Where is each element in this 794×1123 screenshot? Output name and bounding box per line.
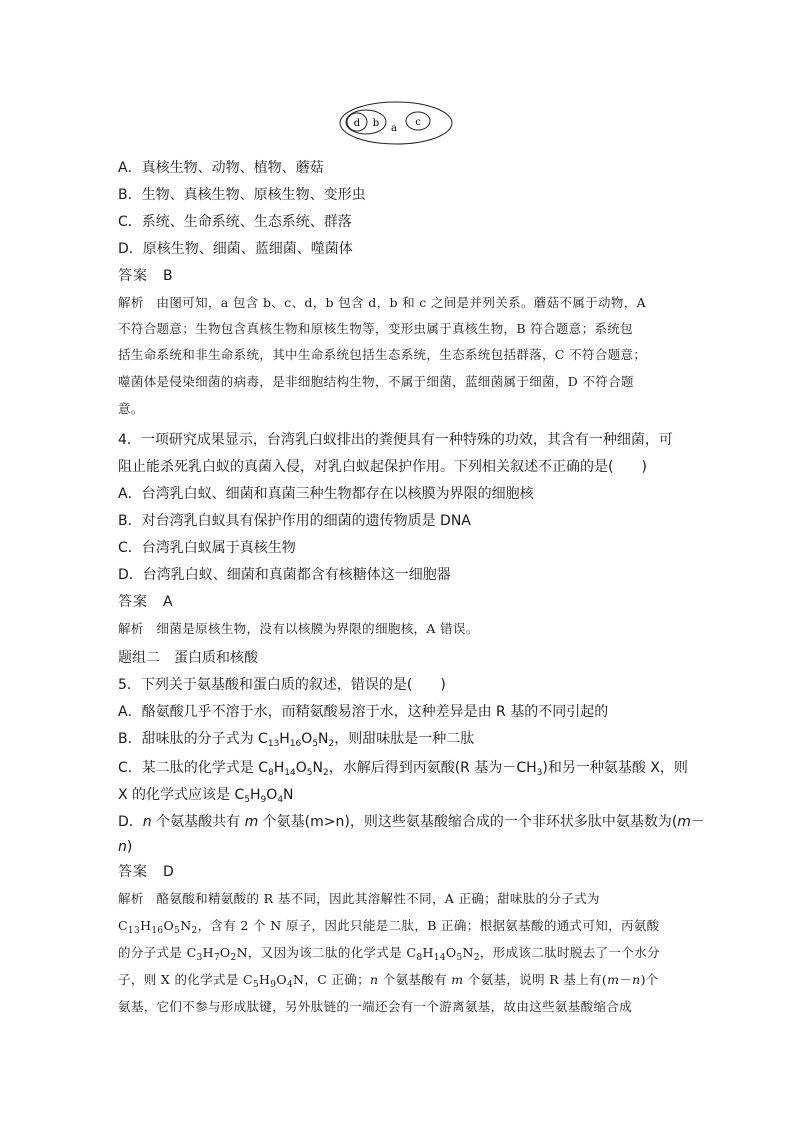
q5-stem: 5．下列关于氨基酸和蛋白质的叙述，错误的是( ) — [118, 677, 446, 693]
q5-explanation-line: 的分子式是 $C_3H_7O_2N$，又因为该二肽的化学式是 $C_8H_{14}O_5N_2$，形成该二肽时脱去了一个水分 — [118, 945, 660, 963]
q5-explanation-line: 氨基，它们不参与形成肽键，另外肽链的一端还会有一个游离氨基，故由这些氨基酸缩合成 — [118, 999, 633, 1014]
q4-stem-line1: 4．一项研究成果显示，台湾乳白蚁排出的粪便具有一种特殊的功效，其含有一种细菌，可 — [118, 432, 673, 448]
q5-option-b: B．甜味肽的分子式为 $C_{13}H_{16}O_5N_2$，则甜味肽是一种二肽 — [118, 731, 475, 749]
label-b: b — [372, 118, 380, 129]
q5-explanation-line: 子，则 X 的化学式是 $C_5H_9O_4N$，C 正确；n 个氨基酸有 m 个氨基，说明 R 基上有(m－n)个 — [118, 972, 659, 990]
q3-answer: 答案 B — [118, 268, 174, 284]
q4-explanation: 解析 细菌是原核生物，没有以核膜为界限的细胞核，A 错误。 — [118, 621, 479, 636]
q5-answer: 答案 D — [118, 864, 175, 880]
q4-answer: 答案 A — [118, 594, 174, 610]
q4-option-d: D．台湾乳白蚁、细菌和真菌都含有核糖体这一细胞器 — [118, 567, 451, 583]
q3-option-a: A．真核生物、动物、植物、蘑菇 — [118, 160, 324, 176]
q3-option-c: C．系统、生命系统、生态系统、群落 — [118, 214, 352, 230]
label-d: d — [353, 118, 361, 129]
label-c: c — [415, 117, 421, 128]
q5-explanation-line: 解析 酪氨酸和精氨酸的 R 基不同，因此其溶解性不同，A 正确；甜味肽的分子式为 — [118, 891, 600, 906]
q4-stem-line2: 阻止能杀死乳白蚁的真菌入侵，对乳白蚁起保护作用。下列相关叙述不正确的是( ) — [118, 459, 647, 475]
q5-option-d-line2: n) — [118, 839, 133, 855]
q3-explanation-line: 意。 — [118, 401, 144, 416]
q5-explanation-line: $C_{13}H_{16}O_5N_2$，含有 2 个 N 原子，因此只能是二肽，B 正确；根据氨基酸的通式可知，丙氨酸 — [118, 918, 660, 936]
q4-option-a: A．台湾乳白蚁、细菌和真菌三种生物都存在以核膜为界限的细胞核 — [118, 486, 534, 502]
q4-option-c: C．台湾乳白蚁属于真核生物 — [118, 540, 296, 556]
q3-option-b: B．生物、真核生物、原核生物、变形虫 — [118, 187, 366, 203]
label-a: a — [391, 123, 397, 134]
q4-option-b: B．对台湾乳白蚁具有保护作用的细菌的遗传物质是 DNA — [118, 513, 471, 529]
q5-option-d-line1: D．n 个氨基酸共有 m 个氨基(m>n)，则这些氨基酸缩合成的一个非环状多肽中氨基数为(m－ — [118, 814, 705, 830]
q3-explanation-line: 括生命系统和非生命系统，其中生命系统包括生态系统，生态系统包括群落，C 不符合题意； — [118, 347, 647, 362]
set-b — [346, 110, 386, 134]
q3-explanation-line: 不符合题意；生物包含真核生物和原核生物等，变形虫属于真核生物，B 符合题意；系统包 — [118, 321, 634, 336]
q5-option-a: A．酪氨酸几乎不溶于水，而精氨酸易溶于水，这种差异是由 R 基的不同引起的 — [118, 704, 609, 720]
q5-option-c-line2: X 的化学式应该是 $C_5H_9O_4N$ — [118, 787, 294, 805]
q3-explanation-line: 噬菌体是侵染细菌的病毒，是非细胞结构生物，不属于细菌，蓝细菌属于细菌，D 不符合题 — [118, 374, 634, 389]
set-diagram — [338, 100, 454, 146]
q3-option-d: D．原核生物、细菌、蓝细菌、噬菌体 — [118, 241, 353, 257]
group-heading: 题组二 蛋白质和核酸 — [118, 650, 258, 666]
q3-explanation-line: 解析 由图可知，a 包含 b、c、d，b 包含 d，b 和 c 之间是并列关系。蘑菇不属于动物，A — [118, 295, 646, 310]
q5-option-c-line1: C．某二肽的化学式是 $C_8H_{14}O_5N_2$，水解后得到丙氨酸(R 基为$-CH_3$)和另一种氨基酸 X，则 — [118, 760, 688, 778]
